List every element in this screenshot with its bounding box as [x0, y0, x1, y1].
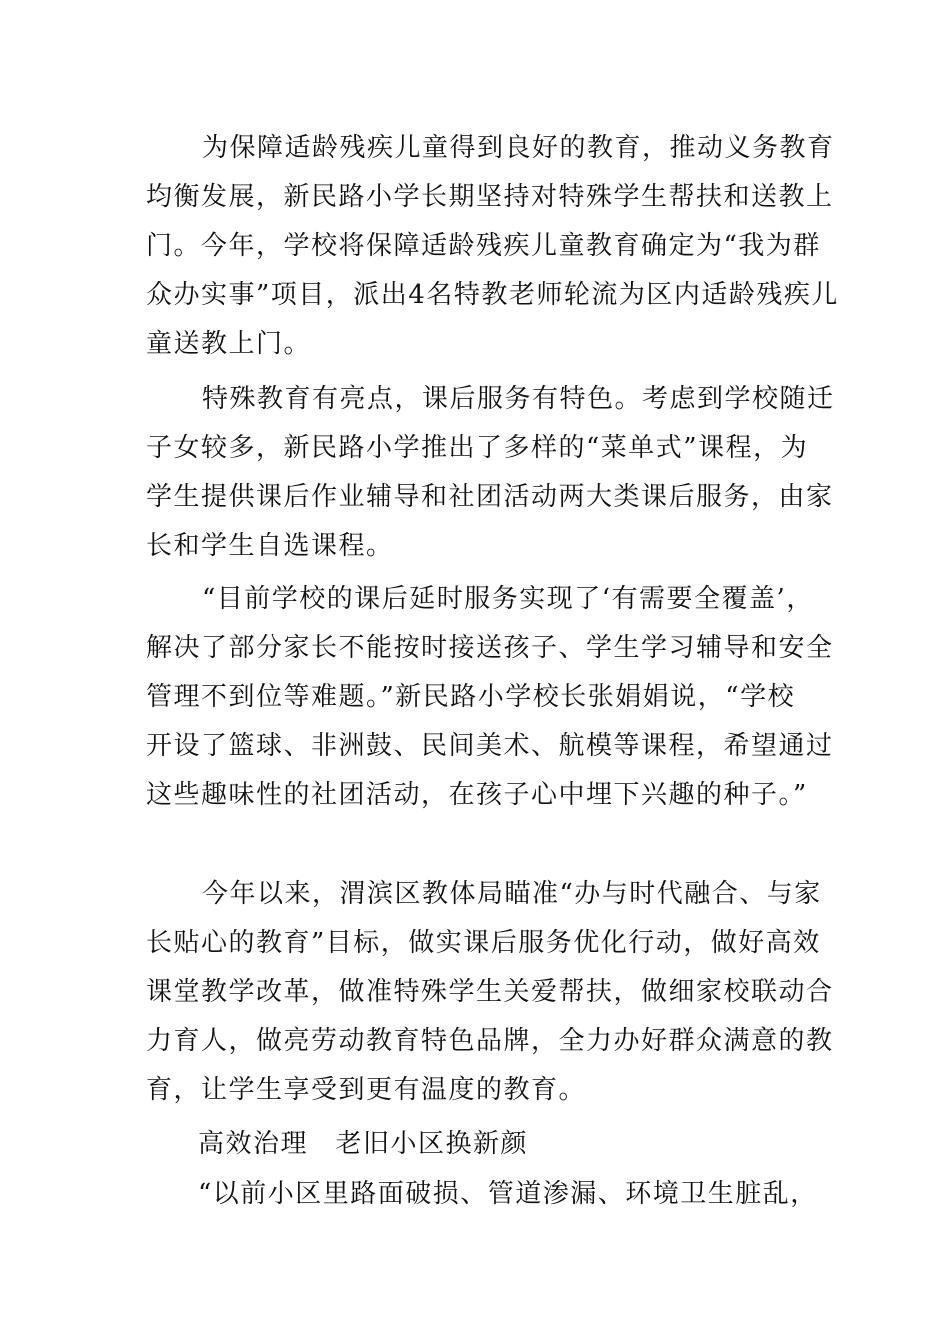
- paragraph-line: “目前学校的课后延时服务实现了‘有需要全覆盖’，: [202, 584, 814, 614]
- section-heading: 高效治理 老旧小区换新颜: [198, 1129, 529, 1159]
- paragraph-line: 开设了篮球、非洲鼓、民间美术、航模等课程，希望通过: [146, 731, 834, 761]
- paragraph-line: 今年以来，渭滨区教体局瞄准“办与时代融合、与家: [202, 879, 822, 909]
- paragraph-line: 课堂教学改革，做准特殊学生关爱帮扶，做细家校联动合: [146, 977, 834, 1007]
- paragraph-2: [146, 375, 835, 571]
- paragraph-line: 长贴心的教育”目标，做实课后服务优化行动，做好高效: [146, 928, 821, 958]
- paragraph-line: 子女较多，新民路小学推出了多样的“菜单式”课程，为: [146, 433, 809, 463]
- paragraph-line: “以前小区里路面破损、管道渗漏、环境卫生脏乱，: [198, 1179, 818, 1209]
- paragraph-4: [146, 870, 834, 1115]
- paragraph-line: 众办实事”项目，派出4名特教老师轮流为区内适龄残疾儿: [146, 280, 839, 310]
- paragraph-line: 为保障适龄残疾儿童得到良好的教育，推动义务教育: [202, 133, 835, 163]
- paragraph-line: 特殊教育有亮点，课后服务有特色。考虑到学校随迁: [202, 384, 835, 414]
- paragraph-line: 学生提供课后作业辅导和社团活动两大类课后服务，由家: [146, 482, 834, 512]
- paragraph-line: 均衡发展，新民路小学长期坚持对特殊学生帮扶和送教上: [146, 182, 834, 212]
- paragraph-line: 育，让学生享受到更有温度的教育。: [146, 1075, 587, 1105]
- paragraph-3: [146, 575, 834, 820]
- paragraph-1: [146, 124, 839, 369]
- section-heading-block: [146, 1120, 826, 1169]
- paragraph-line: 这些趣味性的社团活动，在孩子心中埋下兴趣的种子。”: [146, 780, 808, 810]
- paragraph-line: 解决了部分家长不能按时接送孩子、学生学习辅导和安全: [146, 633, 834, 663]
- paragraph-line: 门。今年，学校将保障适龄残疾儿童教育确定为“我为群: [146, 231, 821, 261]
- paragraph-line: 童送教上门。: [146, 329, 312, 359]
- paragraph-line: 长和学生自选课程。: [146, 531, 394, 561]
- paragraph-line: 管理不到位等难题。”新民路小学校长张娟娟说，“学校: [146, 682, 796, 712]
- paragraph-5: [146, 1170, 826, 1219]
- paragraph-line: 力育人，做亮劳动教育特色品牌，全力办好群众满意的教: [146, 1026, 834, 1056]
